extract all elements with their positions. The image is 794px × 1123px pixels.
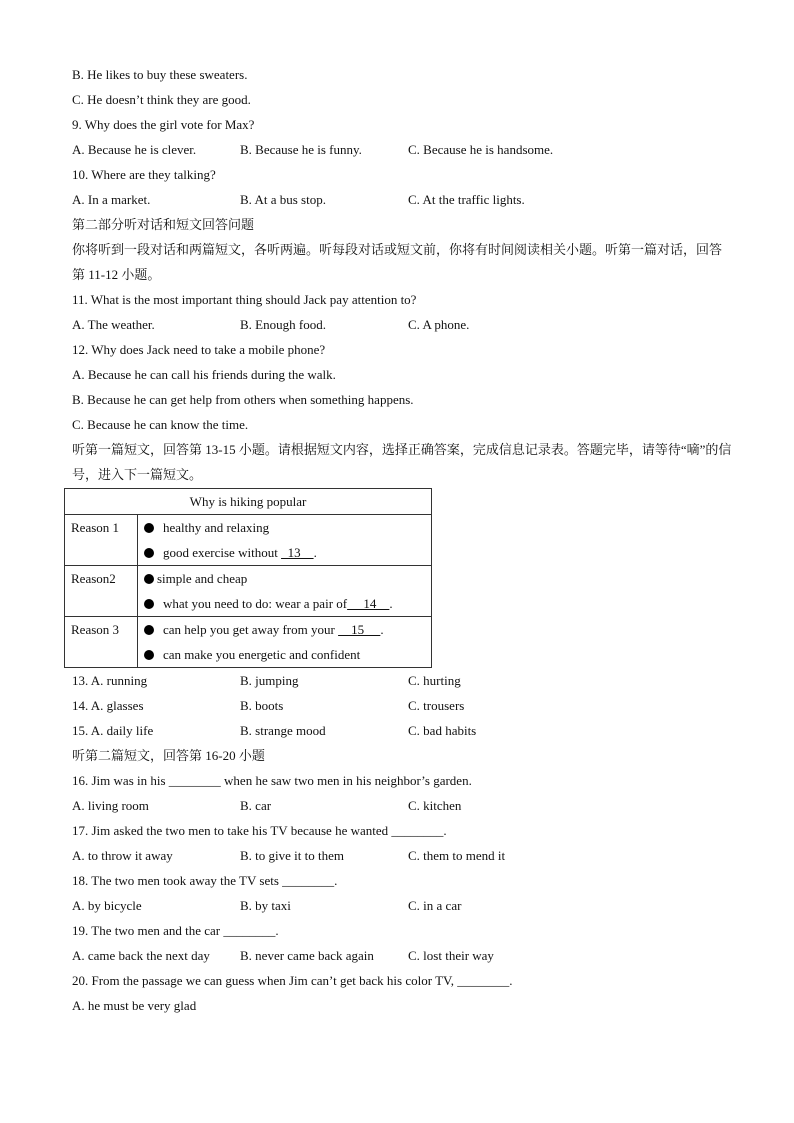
table-item: can make you energetic and confident <box>138 642 431 667</box>
question-11-options <box>72 312 732 337</box>
table-row <box>65 566 432 617</box>
option-c: C. Because he can know the time. <box>72 417 249 432</box>
option-b: B. At a bus stop. <box>240 192 326 207</box>
option-c: C. trousers <box>408 698 465 713</box>
option-a: A. living room <box>72 798 149 813</box>
option-c: C. lost their way <box>408 948 494 963</box>
answer-blank-13: 13 <box>281 545 314 560</box>
question-16-options <box>72 793 732 818</box>
option-b: B. car <box>240 798 272 813</box>
option-a: A. to throw it away <box>72 848 173 863</box>
question-19-options <box>72 943 732 968</box>
option-b: B. never came back again <box>240 948 374 963</box>
option-a: A. The weather. <box>72 317 155 332</box>
option-text: B. He likes to buy these sweaters. <box>72 67 248 82</box>
bullet-icon <box>144 650 154 660</box>
info-record-table <box>64 488 432 668</box>
option-a: A. came back the next day <box>72 948 210 963</box>
option-b: B. Because he can get help from others when something happens. <box>72 392 414 407</box>
option-c: C. them to mend it <box>408 848 506 863</box>
table-title: Why is hiking popular <box>65 489 432 515</box>
part2-instruction: 你将听到一段对话和两篇短文，各听两遍。听每段对话或短文前，你将有时间阅读相关小题。听第一篇对话，回答第 11-12 小题。 <box>72 242 723 282</box>
passage1-instruction: 听第一篇短文，回答第 13-15 小题。请根据短文内容，选择正确答案，完成信息记录表。答题完毕，请等待“嘀”的信号，进入下一篇短文。 <box>72 442 732 482</box>
question-16: 16. Jim was in his ________ when he saw two men in his neighbor’s garden. <box>72 773 472 788</box>
answer-blank-15: 15 <box>338 622 381 637</box>
option-c: C. hurting <box>408 673 461 688</box>
question-9: 9. Why does the girl vote for Max? <box>72 117 255 132</box>
exam-page <box>72 62 732 1018</box>
table-item: what you need to do: wear a pair of 14 . <box>138 591 431 616</box>
option-a: A. he must be very glad <box>72 998 197 1013</box>
option-c: C. A phone. <box>408 317 470 332</box>
question-19: 19. The two men and the car ________. <box>72 923 279 938</box>
question-11: 11. What is the most important thing should Jack pay attention to? <box>72 292 417 307</box>
question-9-options <box>72 137 732 162</box>
table-item: simple and cheap <box>138 566 431 591</box>
question-10: 10. Where are they talking? <box>72 167 216 182</box>
question-18: 18. The two men took away the TV sets ________. <box>72 873 338 888</box>
option-a: A. Because he can call his friends during the walk. <box>72 367 336 382</box>
reason-label: Reason 1 <box>65 515 138 566</box>
option-b: B. jumping <box>240 673 299 688</box>
table-item: healthy and relaxing <box>138 515 431 540</box>
bullet-icon <box>144 599 154 609</box>
option-c: C. At the traffic lights. <box>408 192 525 207</box>
bullet-icon <box>144 574 154 584</box>
option-text: C. He doesn’t think they are good. <box>72 92 251 107</box>
bullet-icon <box>144 548 154 558</box>
bullet-icon <box>144 625 154 635</box>
option-b: B. to give it to them <box>240 848 344 863</box>
option-b: B. strange mood <box>240 723 326 738</box>
question-10-options <box>72 187 732 212</box>
option-a: A. by bicycle <box>72 898 142 913</box>
reason-label: Reason 3 <box>65 617 138 668</box>
question-12: 12. Why does Jack need to take a mobile phone? <box>72 342 326 357</box>
passage2-instruction: 听第二篇短文，回答第 16-20 小题 <box>72 748 265 763</box>
option-c: C. kitchen <box>408 798 462 813</box>
option-b: B. Enough food. <box>240 317 326 332</box>
bullet-icon <box>144 523 154 533</box>
question-13-options <box>72 668 732 693</box>
question-14-options <box>72 693 732 718</box>
option-c: C. in a car <box>408 898 462 913</box>
table-row <box>65 515 432 566</box>
option-a: A. In a market. <box>72 192 151 207</box>
question-20: 20. From the passage we can guess when Jim can’t get back his color TV, ________. <box>72 973 513 988</box>
answer-blank-14: 14 <box>347 596 390 611</box>
question-17-options <box>72 843 732 868</box>
option-b: B. boots <box>240 698 284 713</box>
option-a: 13. A. running <box>72 673 148 688</box>
option-c: C. bad habits <box>408 723 477 738</box>
table-item: good exercise without 13 . <box>138 540 431 565</box>
option-c: C. Because he is handsome. <box>408 142 554 157</box>
table-row <box>65 617 432 668</box>
part2-heading: 第二部分听对话和短文回答问题 <box>72 217 255 232</box>
question-15-options <box>72 718 732 743</box>
option-a: 14. A. glasses <box>72 698 144 713</box>
option-a: 15. A. daily life <box>72 723 154 738</box>
question-17: 17. Jim asked the two men to take his TV because he wanted ________. <box>72 823 447 838</box>
table-item: can help you get away from your 15 . <box>138 617 431 642</box>
option-b: B. by taxi <box>240 898 291 913</box>
question-18-options <box>72 893 732 918</box>
option-b: B. Because he is funny. <box>240 142 362 157</box>
reason-label: Reason2 <box>65 566 138 617</box>
option-a: A. Because he is clever. <box>72 142 197 157</box>
